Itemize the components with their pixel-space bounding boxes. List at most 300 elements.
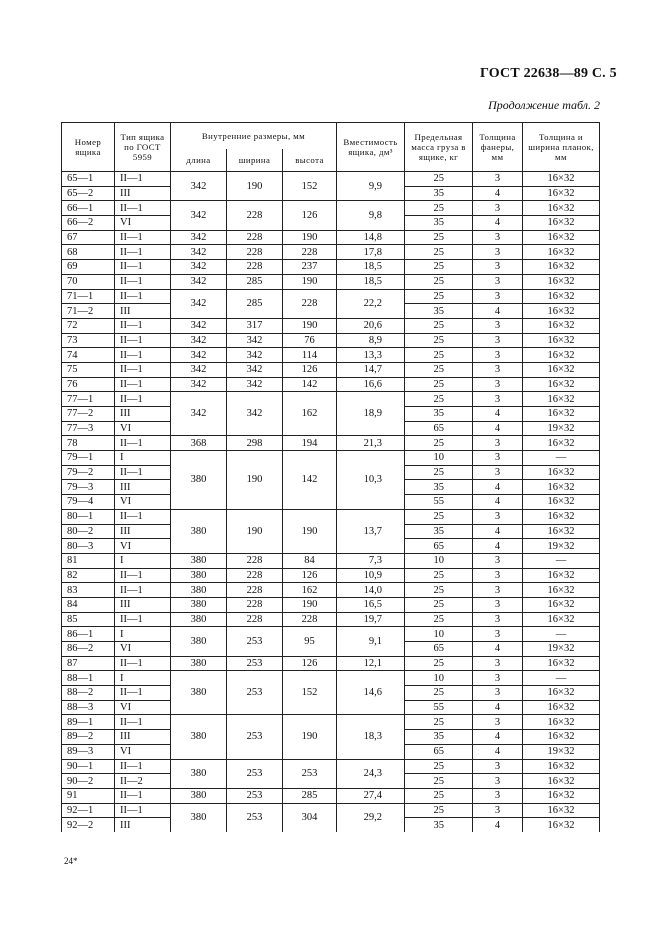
cell-plywood: 3 [473, 612, 523, 627]
cell-height: 95 [283, 627, 337, 656]
cell-plywood: 3 [473, 362, 523, 377]
cell-planks: 16×32 [523, 172, 600, 187]
cell-box-type: II—1 [115, 715, 171, 730]
cell-box-type: II—1 [115, 686, 171, 701]
cell-length: 342 [171, 260, 227, 275]
cell-length: 342 [171, 318, 227, 333]
cell-planks: 16×32 [523, 362, 600, 377]
cell-length: 342 [171, 172, 227, 201]
cell-planks: 16×32 [523, 774, 600, 789]
cell-length: 380 [171, 715, 227, 759]
cell-capacity: 12,1 [337, 656, 405, 671]
cell-planks: 16×32 [523, 715, 600, 730]
cell-box-number: 79—4 [62, 495, 115, 510]
cell-box-type: VI [115, 421, 171, 436]
cell-mass: 65 [405, 421, 473, 436]
cell-width: 253 [227, 759, 283, 788]
cell-plywood: 4 [473, 539, 523, 554]
cell-box-type: III [115, 524, 171, 539]
cell-planks: — [523, 671, 600, 686]
cell-width: 190 [227, 509, 283, 553]
table-body [62, 172, 600, 832]
cell-planks: 16×32 [523, 700, 600, 715]
cell-box-type: II—1 [115, 201, 171, 216]
cell-planks: — [523, 553, 600, 568]
cell-plywood: 4 [473, 730, 523, 745]
cell-planks: 16×32 [523, 524, 600, 539]
cell-plywood: 3 [473, 201, 523, 216]
cell-height: 126 [283, 568, 337, 583]
table-row [62, 612, 600, 627]
cell-plywood: 3 [473, 759, 523, 774]
cell-planks: 16×32 [523, 245, 600, 260]
cell-box-type: III [115, 304, 171, 319]
cell-planks: 19×32 [523, 744, 600, 759]
cell-mass: 35 [405, 818, 473, 832]
page-header: ГОСТ 22638—89 С. 5 [480, 66, 617, 81]
cell-plywood: 3 [473, 451, 523, 466]
cell-box-number: 79—2 [62, 465, 115, 480]
cell-planks: 16×32 [523, 509, 600, 524]
cell-box-type: III [115, 818, 171, 832]
cell-box-type: VI [115, 495, 171, 510]
cell-mass: 25 [405, 318, 473, 333]
cell-box-number: 66—1 [62, 201, 115, 216]
cell-width: 298 [227, 436, 283, 451]
cell-height: 190 [283, 509, 337, 553]
cell-box-number: 72 [62, 318, 115, 333]
cell-mass: 35 [405, 524, 473, 539]
cell-length: 380 [171, 451, 227, 510]
cell-width: 228 [227, 612, 283, 627]
cell-width: 342 [227, 362, 283, 377]
cell-length: 380 [171, 509, 227, 553]
cell-box-type: II—1 [115, 583, 171, 598]
cell-mass: 25 [405, 348, 473, 363]
cell-box-number: 90—2 [62, 774, 115, 789]
cell-box-number: 74 [62, 348, 115, 363]
cell-mass: 25 [405, 333, 473, 348]
cell-capacity: 17,8 [337, 245, 405, 260]
table-row [62, 260, 600, 275]
cell-length: 380 [171, 671, 227, 715]
cell-plywood: 3 [473, 289, 523, 304]
cell-plywood: 3 [473, 274, 523, 289]
cell-capacity: 19,7 [337, 612, 405, 627]
cell-height: 142 [283, 451, 337, 510]
cell-box-number: 65—2 [62, 186, 115, 201]
cell-planks: 16×32 [523, 568, 600, 583]
cell-mass: 25 [405, 274, 473, 289]
cell-box-type: II—1 [115, 612, 171, 627]
cell-capacity: 16,5 [337, 597, 405, 612]
cell-box-number: 73 [62, 333, 115, 348]
table-row [62, 627, 600, 642]
cell-width: 228 [227, 230, 283, 245]
cell-planks: — [523, 451, 600, 466]
cell-box-type: VI [115, 700, 171, 715]
cell-mass: 25 [405, 245, 473, 260]
cell-height: 76 [283, 333, 337, 348]
cell-capacity: 10,9 [337, 568, 405, 583]
cell-box-type: II—1 [115, 392, 171, 407]
cell-length: 380 [171, 788, 227, 803]
cell-box-type: II—1 [115, 274, 171, 289]
cell-height: 228 [283, 289, 337, 318]
cell-mass: 25 [405, 465, 473, 480]
cell-height: 162 [283, 583, 337, 598]
cell-plywood: 3 [473, 230, 523, 245]
table-row [62, 509, 600, 524]
cell-width: 228 [227, 260, 283, 275]
cell-length: 380 [171, 803, 227, 832]
cell-box-number: 71—2 [62, 304, 115, 319]
table-row [62, 348, 600, 363]
cell-mass: 25 [405, 656, 473, 671]
cell-mass: 65 [405, 539, 473, 554]
cell-planks: 16×32 [523, 260, 600, 275]
cell-width: 253 [227, 803, 283, 832]
cell-capacity: 9,9 [337, 172, 405, 201]
table-row [62, 289, 600, 304]
cell-mass: 25 [405, 788, 473, 803]
cell-plywood: 3 [473, 377, 523, 392]
cell-mass: 25 [405, 774, 473, 789]
table-row [62, 377, 600, 392]
cell-mass: 35 [405, 730, 473, 745]
cell-mass: 35 [405, 186, 473, 201]
cell-capacity: 27,4 [337, 788, 405, 803]
cell-plywood: 3 [473, 392, 523, 407]
cell-box-number: 75 [62, 362, 115, 377]
cell-height: 237 [283, 260, 337, 275]
cell-height: 126 [283, 201, 337, 230]
cell-planks: 16×32 [523, 304, 600, 319]
header-number: Номер ящика [62, 123, 115, 172]
cell-plywood: 3 [473, 465, 523, 480]
cell-box-number: 86—1 [62, 627, 115, 642]
cell-box-type: II—1 [115, 362, 171, 377]
cell-plywood: 4 [473, 421, 523, 436]
cell-mass: 25 [405, 436, 473, 451]
cell-plywood: 3 [473, 509, 523, 524]
cell-box-type: II—1 [115, 348, 171, 363]
table-row [62, 568, 600, 583]
cell-mass: 25 [405, 172, 473, 187]
cell-plywood: 4 [473, 642, 523, 657]
cell-length: 368 [171, 436, 227, 451]
cell-width: 285 [227, 274, 283, 289]
cell-plywood: 4 [473, 818, 523, 832]
cell-planks: 16×32 [523, 597, 600, 612]
table-row [62, 451, 600, 466]
cell-width: 342 [227, 333, 283, 348]
cell-length: 380 [171, 612, 227, 627]
cell-box-type: II—1 [115, 788, 171, 803]
cell-planks: 16×32 [523, 230, 600, 245]
cell-box-type: II—1 [115, 230, 171, 245]
cell-plywood: 3 [473, 333, 523, 348]
cell-mass: 35 [405, 216, 473, 231]
cell-width: 228 [227, 568, 283, 583]
cell-plywood: 3 [473, 245, 523, 260]
cell-mass: 25 [405, 377, 473, 392]
cell-planks: 16×32 [523, 201, 600, 216]
cell-mass: 25 [405, 260, 473, 275]
header-mass: Предельная масса груза в ящике, кг [405, 123, 473, 172]
cell-box-number: 83 [62, 583, 115, 598]
cell-length: 342 [171, 230, 227, 245]
cell-box-type: II—1 [115, 318, 171, 333]
cell-planks: 19×32 [523, 421, 600, 436]
table-continuation-label: Продолжение табл. 2 [488, 98, 600, 112]
cell-planks: 16×32 [523, 377, 600, 392]
cell-planks: 16×32 [523, 392, 600, 407]
cell-mass: 10 [405, 671, 473, 686]
cell-box-type: VI [115, 642, 171, 657]
cell-box-number: 65—1 [62, 172, 115, 187]
cell-box-number: 90—1 [62, 759, 115, 774]
cell-mass: 35 [405, 480, 473, 495]
cell-planks: 16×32 [523, 274, 600, 289]
cell-height: 190 [283, 230, 337, 245]
cell-mass: 25 [405, 715, 473, 730]
cell-box-number: 92—1 [62, 803, 115, 818]
cell-box-number: 89—2 [62, 730, 115, 745]
cell-planks: 19×32 [523, 642, 600, 657]
cell-planks: 16×32 [523, 788, 600, 803]
cell-length: 342 [171, 362, 227, 377]
cell-width: 285 [227, 289, 283, 318]
cell-box-type: II—1 [115, 568, 171, 583]
cell-capacity: 24,3 [337, 759, 405, 788]
cell-box-number: 80—1 [62, 509, 115, 524]
cell-box-number: 85 [62, 612, 115, 627]
cell-capacity: 9,8 [337, 201, 405, 230]
cell-height: 190 [283, 274, 337, 289]
cell-height: 162 [283, 392, 337, 436]
cell-mass: 25 [405, 201, 473, 216]
cell-length: 342 [171, 377, 227, 392]
cell-width: 228 [227, 245, 283, 260]
cell-box-type: III [115, 597, 171, 612]
table-row [62, 715, 600, 730]
cell-box-number: 88—1 [62, 671, 115, 686]
cell-plywood: 3 [473, 583, 523, 598]
cell-length: 380 [171, 627, 227, 656]
cell-plywood: 3 [473, 553, 523, 568]
cell-length: 380 [171, 583, 227, 598]
table-row [62, 671, 600, 686]
cell-height: 84 [283, 553, 337, 568]
cell-planks: 16×32 [523, 186, 600, 201]
cell-mass: 25 [405, 568, 473, 583]
cell-height: 194 [283, 436, 337, 451]
cell-box-number: 77—2 [62, 407, 115, 422]
cell-mass: 25 [405, 289, 473, 304]
cell-height: 228 [283, 245, 337, 260]
table-row [62, 788, 600, 803]
cell-width: 190 [227, 451, 283, 510]
cell-box-number: 68 [62, 245, 115, 260]
cell-plywood: 4 [473, 480, 523, 495]
cell-width: 253 [227, 627, 283, 656]
cell-box-type: II—1 [115, 172, 171, 187]
cell-box-type: III [115, 186, 171, 201]
cell-width: 253 [227, 788, 283, 803]
cell-planks: 16×32 [523, 803, 600, 818]
cell-plywood: 3 [473, 172, 523, 187]
cell-height: 190 [283, 318, 337, 333]
cell-box-type: II—1 [115, 245, 171, 260]
cell-width: 317 [227, 318, 283, 333]
cell-mass: 25 [405, 803, 473, 818]
cell-capacity: 20,6 [337, 318, 405, 333]
cell-length: 342 [171, 333, 227, 348]
cell-capacity: 14,7 [337, 362, 405, 377]
cell-mass: 10 [405, 451, 473, 466]
table-row [62, 803, 600, 818]
table-row [62, 230, 600, 245]
cell-box-number: 79—1 [62, 451, 115, 466]
cell-capacity: 7,3 [337, 553, 405, 568]
cell-planks: 16×32 [523, 656, 600, 671]
cell-plywood: 3 [473, 715, 523, 730]
table-row [62, 245, 600, 260]
header-plywood: Толщина фанеры, мм [473, 123, 523, 172]
cell-plywood: 3 [473, 656, 523, 671]
cell-box-type: VI [115, 744, 171, 759]
cell-capacity: 18,5 [337, 260, 405, 275]
cell-planks: 16×32 [523, 759, 600, 774]
cell-box-type: II—1 [115, 377, 171, 392]
cell-capacity: 18,9 [337, 392, 405, 436]
cell-planks: 16×32 [523, 686, 600, 701]
cell-width: 228 [227, 597, 283, 612]
cell-box-number: 66—2 [62, 216, 115, 231]
table-row [62, 333, 600, 348]
cell-planks: 16×32 [523, 495, 600, 510]
cell-mass: 65 [405, 744, 473, 759]
cell-plywood: 4 [473, 216, 523, 231]
cell-box-number: 67 [62, 230, 115, 245]
cell-length: 380 [171, 553, 227, 568]
page-footer: 24* [64, 856, 78, 866]
cell-capacity: 13,3 [337, 348, 405, 363]
cell-mass: 25 [405, 759, 473, 774]
cell-width: 342 [227, 348, 283, 363]
cell-height: 190 [283, 597, 337, 612]
cell-box-type: I [115, 627, 171, 642]
cell-plywood: 3 [473, 260, 523, 275]
cell-length: 342 [171, 289, 227, 318]
cell-capacity: 18,5 [337, 274, 405, 289]
cell-height: 304 [283, 803, 337, 832]
table-row [62, 201, 600, 216]
cell-box-type: II—1 [115, 333, 171, 348]
cell-plywood: 3 [473, 774, 523, 789]
cell-mass: 55 [405, 495, 473, 510]
cell-plywood: 4 [473, 407, 523, 422]
table-row [62, 318, 600, 333]
cell-capacity: 22,2 [337, 289, 405, 318]
cell-box-type: VI [115, 216, 171, 231]
cell-planks: 16×32 [523, 407, 600, 422]
cell-height: 285 [283, 788, 337, 803]
cell-length: 342 [171, 201, 227, 230]
cell-plywood: 3 [473, 597, 523, 612]
table-row [62, 553, 600, 568]
cell-mass: 25 [405, 230, 473, 245]
cell-box-type: II—1 [115, 465, 171, 480]
cell-plywood: 3 [473, 686, 523, 701]
cell-plywood: 3 [473, 627, 523, 642]
header-width: ширина [227, 149, 283, 172]
cell-planks: 16×32 [523, 730, 600, 745]
cell-planks: 16×32 [523, 348, 600, 363]
cell-length: 342 [171, 348, 227, 363]
cell-planks: 16×32 [523, 465, 600, 480]
cell-width: 228 [227, 201, 283, 230]
cell-planks: 16×32 [523, 318, 600, 333]
cell-length: 380 [171, 656, 227, 671]
cell-box-number: 80—2 [62, 524, 115, 539]
cell-capacity: 14,0 [337, 583, 405, 598]
cell-mass: 25 [405, 612, 473, 627]
cell-length: 380 [171, 568, 227, 583]
cell-capacity: 9,1 [337, 627, 405, 656]
cell-mass: 25 [405, 597, 473, 612]
table-row [62, 392, 600, 407]
cell-box-type: II—1 [115, 656, 171, 671]
cell-width: 253 [227, 656, 283, 671]
cell-plywood: 3 [473, 671, 523, 686]
cell-plywood: 4 [473, 524, 523, 539]
cell-mass: 55 [405, 700, 473, 715]
cell-width: 228 [227, 583, 283, 598]
cell-height: 126 [283, 362, 337, 377]
cell-plywood: 4 [473, 495, 523, 510]
cell-capacity: 16,6 [337, 377, 405, 392]
cell-plywood: 4 [473, 744, 523, 759]
cell-box-number: 84 [62, 597, 115, 612]
cell-height: 126 [283, 656, 337, 671]
cell-mass: 25 [405, 686, 473, 701]
table-row [62, 759, 600, 774]
cell-length: 380 [171, 759, 227, 788]
cell-box-type: I [115, 671, 171, 686]
cell-box-number: 88—3 [62, 700, 115, 715]
cell-width: 342 [227, 392, 283, 436]
cell-width: 342 [227, 377, 283, 392]
cell-box-type: II—2 [115, 774, 171, 789]
cell-box-type: II—1 [115, 759, 171, 774]
cell-height: 114 [283, 348, 337, 363]
cell-capacity: 21,3 [337, 436, 405, 451]
cell-height: 152 [283, 671, 337, 715]
cell-box-type: III [115, 730, 171, 745]
cell-planks: 16×32 [523, 480, 600, 495]
cell-box-number: 77—3 [62, 421, 115, 436]
cell-planks: 16×32 [523, 436, 600, 451]
cell-mass: 25 [405, 509, 473, 524]
cell-box-number: 82 [62, 568, 115, 583]
cell-mass: 65 [405, 642, 473, 657]
cell-planks: — [523, 627, 600, 642]
cell-plywood: 3 [473, 568, 523, 583]
cell-mass: 25 [405, 583, 473, 598]
cell-planks: 16×32 [523, 333, 600, 348]
